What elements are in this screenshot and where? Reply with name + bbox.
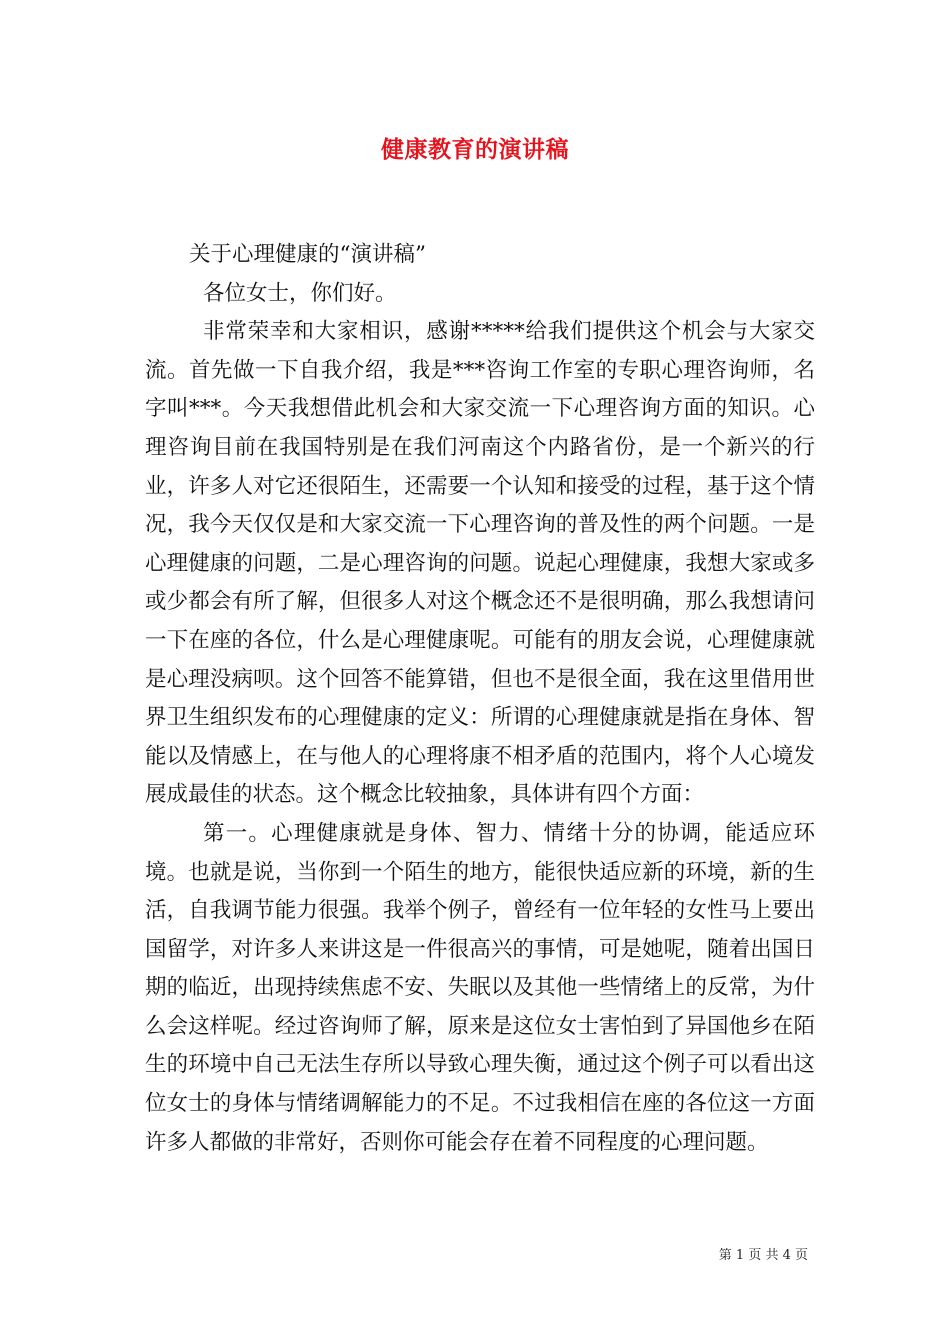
document-body — [145, 236, 815, 1162]
page-indicator: 第 1 页 共 4 页 — [718, 1248, 808, 1263]
document-subtitle: 关于心理健康的“演讲稿” — [189, 242, 426, 267]
greeting-line: 各位女士，你们好。 — [203, 280, 397, 306]
first-point-paragraph: 第一。心理健康就是身体、智力、情绪十分的协调，能适应环境。也就是说，当你到一个陌生的地方，能很快适应新的环境，新的生活，自我调节能力很强。我举个例子，曾经有一位年轻的女性马上要出国留学，对许多人来讲这是一件很高兴的事情，可是她呢，随着出国日期的临近，出现持续焦虑不安、失眠以及其他一些情绪上的反常，为什么会这样呢。经过咨询师了解，原来是这位女士害怕到了异国他乡在陌生的环境中自己无法生存所以导致心理失衡，通过这个例子可以看出这位女士的身体与情绪调解能力的不足。不过我相信在座的各位这一方面许多人都做的非常好，否则你可能会存在着不同程度的心理问题。 — [145, 820, 815, 1155]
intro-paragraph: 非常荣幸和大家相识，感谢*****给我们提供这个机会与大家交流。首先做一下自我介绍，我是***咨询工作室的专职心理咨询师，名字叫***。今天我想借此机会和大家交流一下心理咨询方面的知识。心理咨询目前在我国特别是在我们河南这个内路省份，是一个新兴的行业，许多人对它还很陌生，还需要一个认知和接受的过程，基于这个情况，我今天仅仅是和大家交流一下心理咨询的普及性的两个问题。一是心理健康的问题，二是心理咨询的问题。说起心理健康，我想大家或多或少都会有所了解，但很多人对这个概念还不是很明确，那么我想请问一下在座的各位，什么是心理健康呢。可能有的朋友会说，心理健康就是心理没病呗。这个回答不能算错，但也不是很全面，我在这里借用世界卫生组织发布的心理健康的定义：所谓的心理健康就是指在身体、智能以及情感上，在与他人的心理将康不相矛盾的范围内，将个人心境发展成最佳的状态。这个概念比较抽象，具体讲有四个方面： — [145, 319, 815, 808]
document-title: 健康教育的演讲稿 — [381, 136, 569, 163]
